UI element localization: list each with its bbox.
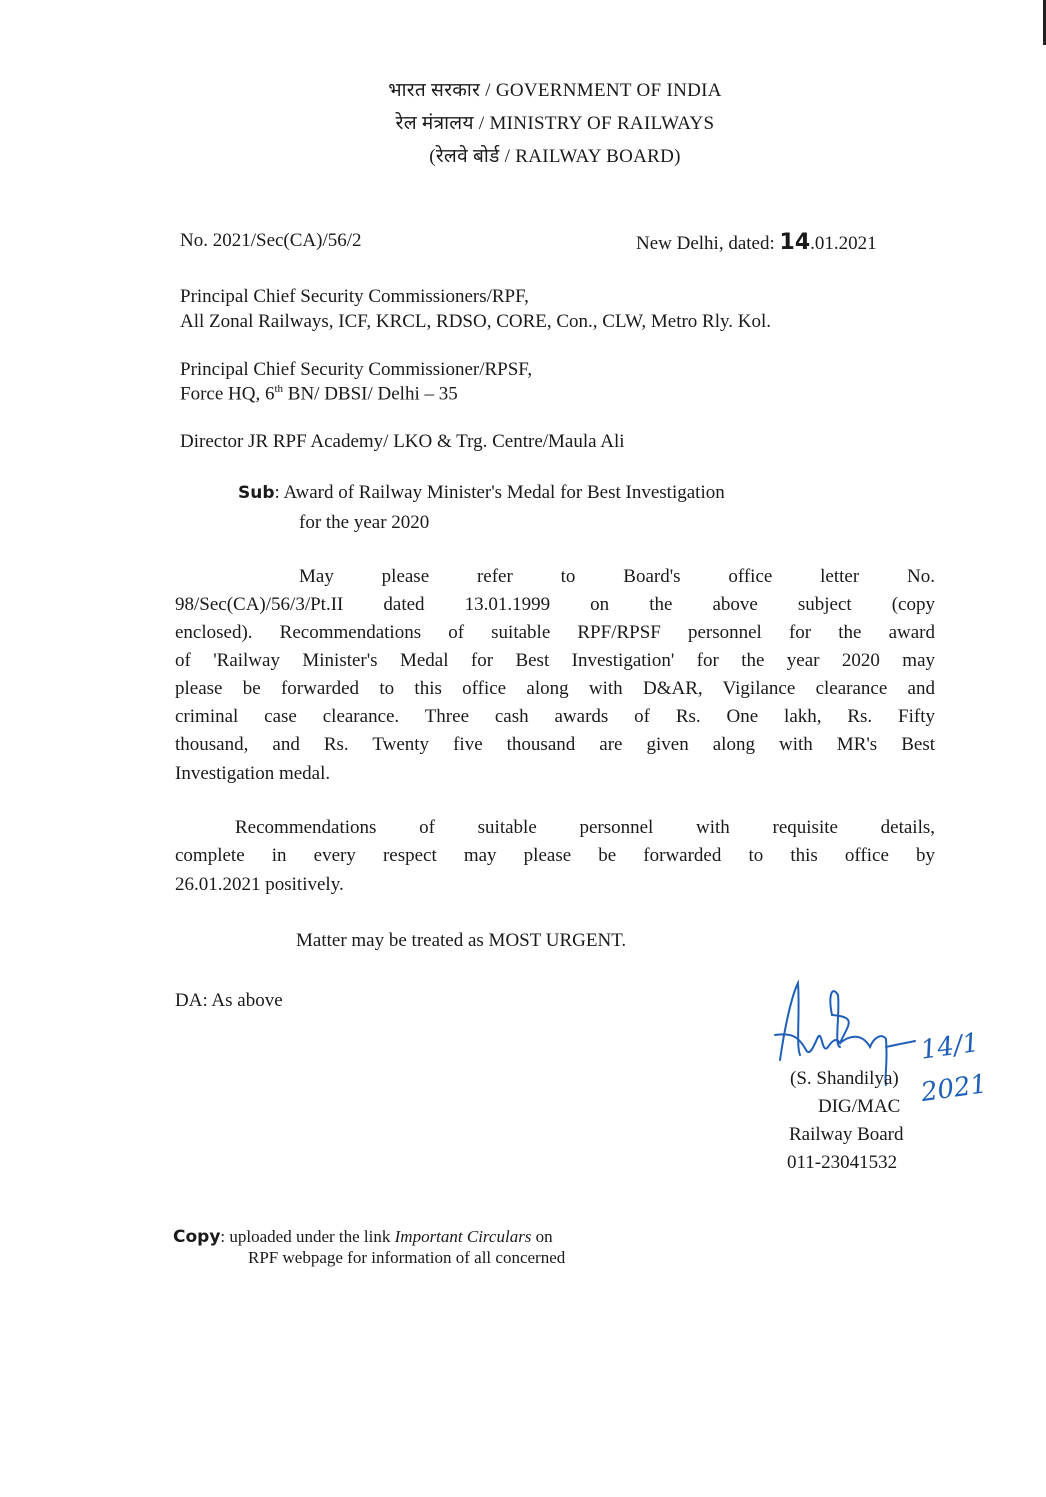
para2-line: complete in every respect may please be forwarded to this office by bbox=[175, 845, 935, 866]
para1-line: May please refer to Board's office letter No. bbox=[299, 566, 935, 587]
addressee-1-line1: Principal Chief Security Commissioners/RPF, bbox=[180, 286, 529, 307]
para1-line: enclosed). Recommendations of suitable RPF/RPSF personnel for the award bbox=[175, 622, 935, 643]
signature-date-note: 14/1 2021 bbox=[918, 1027, 989, 1109]
date-day-handwritten: 14 bbox=[779, 230, 811, 255]
header-ministry: रेल मंत्रालय / MINISTRY OF RAILWAYS bbox=[395, 113, 715, 134]
subject-line2: for the year 2020 bbox=[299, 512, 430, 533]
signatory-phone: 011-23041532 bbox=[787, 1152, 898, 1173]
copy-line2: RPF webpage for information of all concerned bbox=[248, 1248, 566, 1267]
addressee-2-line2 bbox=[180, 383, 458, 405]
para1-line: Investigation medal. bbox=[175, 763, 331, 784]
letter-date bbox=[636, 230, 877, 255]
addr-post: BN/ DBSI/ Delhi – 35 bbox=[283, 383, 458, 405]
subject-label: Sub bbox=[238, 483, 275, 503]
addressee-2-line1: Principal Chief Security Commissioner/RPSF, bbox=[180, 359, 533, 380]
addressee-1-line2: All Zonal Railways, ICF, KRCL, RDSO, CORE, Con., CLW, Metro Rly. Kol. bbox=[180, 311, 772, 332]
copy-label: Copy bbox=[173, 1227, 221, 1247]
date-rest: .01.2021 bbox=[810, 233, 877, 254]
copy-text-end: on bbox=[531, 1227, 553, 1246]
addr-pre: Force HQ, 6 bbox=[180, 383, 275, 405]
para2-line: Recommendations of suitable personnel with requisite details, bbox=[235, 817, 935, 838]
signature-icon bbox=[770, 975, 930, 1115]
signatory-office: Railway Board bbox=[789, 1124, 904, 1145]
para1-line: of 'Railway Minister's Medal for Best Investigation' for the year 2020 may bbox=[175, 650, 935, 671]
para1-line: please be forwarded to this office along with D&AR, Vigilance clearance and bbox=[175, 678, 935, 699]
addressee-3: Director JR RPF Academy/ LKO & Trg. Centre/Maula Ali bbox=[180, 431, 625, 452]
important-circulars-link[interactable]: Important Circulars bbox=[394, 1227, 532, 1246]
letter-number: No. 2021/Sec(CA)/56/2 bbox=[180, 230, 362, 251]
para1-line: 98/Sec(CA)/56/3/Pt.II dated 13.01.1999 on the above subject (copy bbox=[175, 594, 935, 615]
copy-line1 bbox=[173, 1227, 553, 1247]
urgent-note: Matter may be treated as MOST URGENT. bbox=[296, 930, 627, 951]
para2-line: 26.01.2021 positively. bbox=[175, 874, 344, 895]
signatory-name: (S. Shandilya) bbox=[790, 1068, 899, 1089]
subject-line1 bbox=[238, 482, 725, 504]
header-board: (रेलवे बोर्ड / RAILWAY BOARD) bbox=[429, 146, 681, 167]
copy-text: : uploaded under the link bbox=[220, 1227, 395, 1246]
signatory-designation: DIG/MAC bbox=[818, 1096, 901, 1117]
para1-line: thousand, and Rs. Twenty five thousand are given along with MR's Best bbox=[175, 734, 935, 755]
date-prefix: New Delhi, dated: bbox=[636, 233, 780, 254]
header-government: भारत सरकार / GOVERNMENT OF INDIA bbox=[388, 80, 722, 101]
para1-line: criminal case clearance. Three cash awards of Rs. One lakh, Rs. Fifty bbox=[175, 706, 935, 727]
enclosure: DA: As above bbox=[175, 990, 283, 1011]
subject-text: : Award of Railway Minister's Medal for Best Investigation bbox=[274, 482, 725, 503]
addr-sup: th bbox=[274, 383, 284, 395]
